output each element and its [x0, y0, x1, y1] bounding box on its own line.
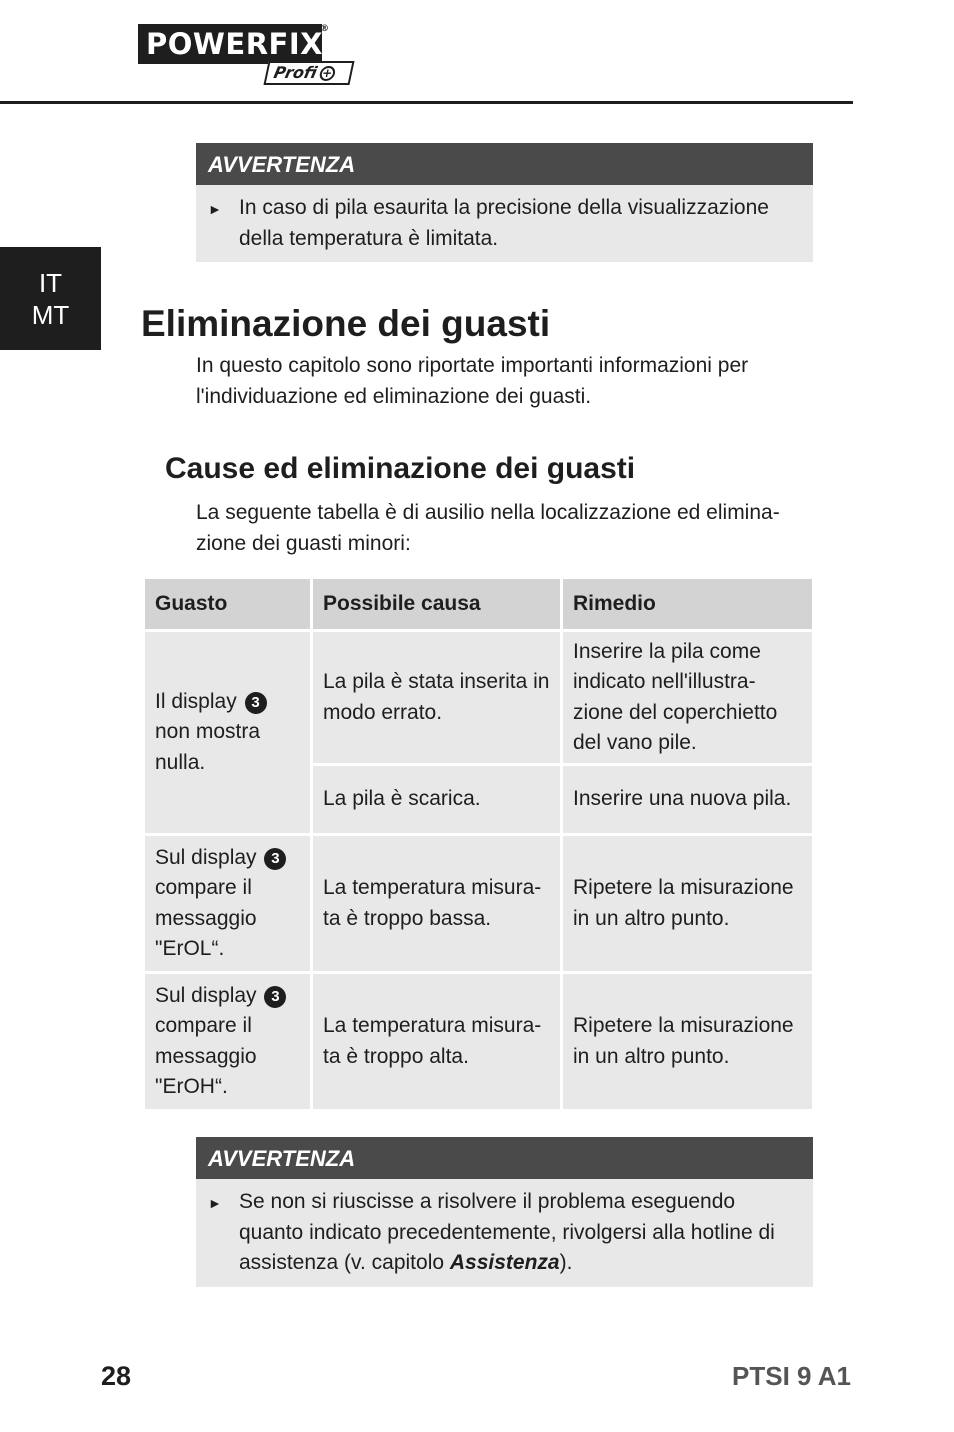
- logo-registered-mark: ®: [320, 24, 329, 34]
- warning-heading: AVVERTENZA: [196, 143, 813, 185]
- header-remedy: Rimedio: [562, 578, 814, 631]
- fault-text-pre: Sul display: [155, 983, 257, 1007]
- display-ref-icon: 3: [264, 986, 286, 1008]
- logo-subbrand: [263, 61, 354, 85]
- bullet-arrow-icon: ►: [208, 1195, 222, 1211]
- warning-box-bottom: [196, 1137, 813, 1287]
- table-header-row: [144, 578, 814, 631]
- header-cause: Possibile causa: [312, 578, 562, 631]
- remedy-cell: Inserire la pila come indicato nell'illustra-zione del coperchietto del vano pile.: [562, 631, 814, 765]
- warning-heading: AVVERTENZA: [196, 1137, 813, 1179]
- warning-body: [196, 1179, 813, 1287]
- table-row: [144, 973, 814, 1111]
- bullet-arrow-icon: ►: [208, 201, 222, 217]
- table-row: [144, 835, 814, 973]
- display-ref-icon: 3: [264, 848, 286, 870]
- warning-box-top: [196, 143, 813, 262]
- language-tab: [0, 247, 101, 350]
- page-title: Eliminazione dei guasti: [141, 303, 551, 344]
- header-fault: Guasto: [144, 578, 312, 631]
- fault-text-pre: Il display: [155, 689, 237, 713]
- troubleshooting-table: [142, 576, 815, 1112]
- section-title: Cause ed eliminazione dei guasti: [165, 452, 636, 485]
- intro-paragraph: In questo capitolo sono riportate importanti informazioni per l'individuazione ed eliminazione dei guasti.: [196, 354, 749, 408]
- cause-cell: La pila è scarica.: [312, 765, 562, 835]
- fault-cell: [144, 835, 312, 973]
- cause-cell: La temperatura misura-ta è troppo alta.: [312, 973, 562, 1111]
- table-row: [144, 631, 814, 765]
- display-ref-icon: 3: [245, 692, 267, 714]
- remedy-cell: Ripetere la misurazione in un altro punto.: [562, 835, 814, 973]
- cause-cell: La pila è stata inserita in modo errato.: [312, 631, 562, 765]
- fault-text-post: compare il messaggio "ErOH“.: [155, 1014, 257, 1098]
- fault-cell: [144, 973, 312, 1111]
- warning-body: [196, 185, 813, 262]
- warning-text: In caso di pila esaurita la precisione della visualizzazione della temperatura è limitata.: [239, 196, 769, 250]
- logo-subbrand-text: Profi: [272, 63, 319, 82]
- assistance-chapter-ref: Assistenza: [449, 1251, 560, 1274]
- remedy-cell: Inserire una nuova pila.: [562, 765, 814, 835]
- language-tab-line2: MT: [31, 300, 70, 330]
- warning-text-end: ).: [559, 1251, 573, 1274]
- fault-cell: [144, 631, 312, 835]
- remedy-cell: Ripetere la misurazione in un altro punto.: [562, 973, 814, 1111]
- model-name: PTSI 9 A1: [732, 1361, 851, 1391]
- fault-text-pre: Sul display: [155, 845, 257, 869]
- warning-text: Se non si riuscisse a risolvere il problema eseguendo quanto indicato precedentemente, rivolgersi alla hotline di assistenza (v. capitolo: [239, 1190, 775, 1274]
- brand-logo: [138, 24, 354, 86]
- logo-plus-icon: +: [318, 66, 336, 81]
- page-number: 28: [101, 1361, 132, 1391]
- language-tab-line1: IT: [38, 268, 63, 298]
- fault-text-post: compare il messaggio "ErOL“.: [155, 876, 257, 960]
- section-intro-paragraph: La seguente tabella è di ausilio nella localizzazione ed elimina-zione dei guasti minori:: [196, 501, 780, 555]
- logo-wordmark: POWERFIX: [138, 24, 322, 64]
- header-rule: [0, 101, 853, 104]
- fault-text-post: non mostra nulla.: [155, 720, 261, 774]
- cause-cell: La temperatura misura-ta è troppo bassa.: [312, 835, 562, 973]
